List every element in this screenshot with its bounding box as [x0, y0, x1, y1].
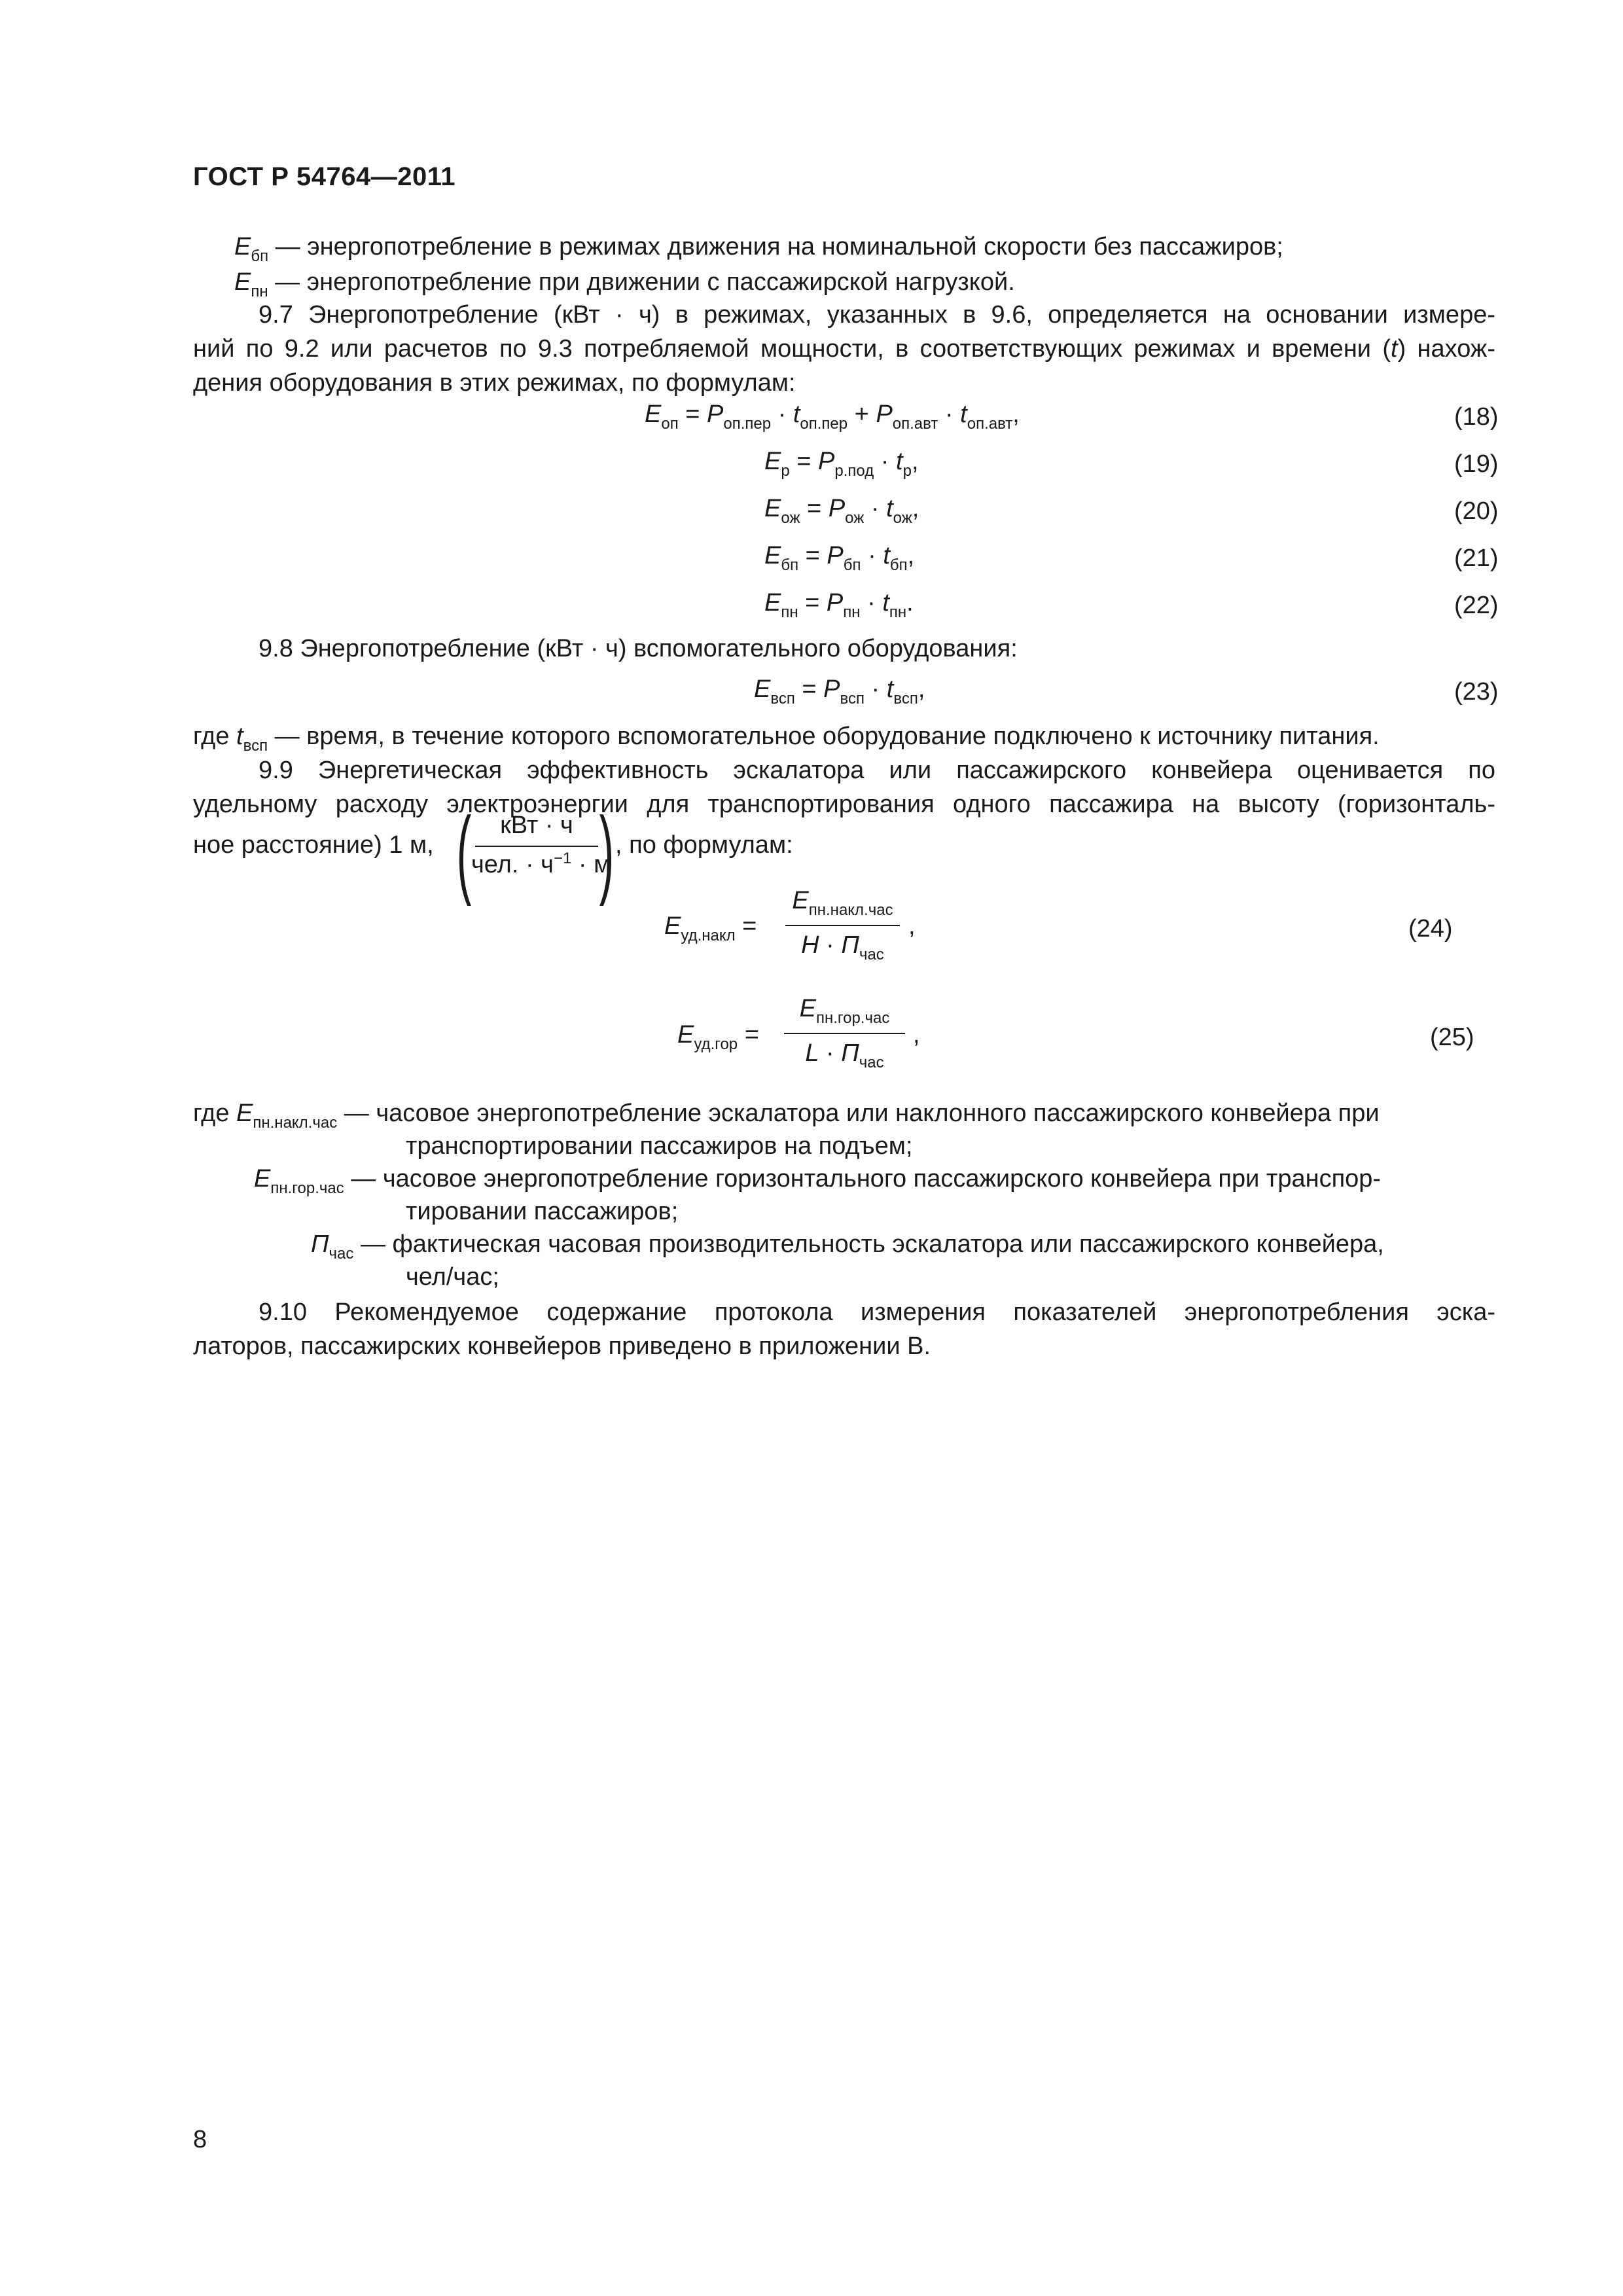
- symbol-e: E: [799, 995, 816, 1022]
- equation-24-fraction: [785, 887, 900, 972]
- subscript: оп: [661, 415, 679, 433]
- paragraph-9-8: 9.8 Энергопотребление (кВт · ч) вспомогательного оборудования:: [259, 635, 1018, 662]
- plus-sign: +: [847, 401, 876, 428]
- equals-sign: =: [800, 495, 829, 522]
- symbol-subscript: бп: [251, 247, 269, 265]
- punctuation: ,: [911, 448, 919, 475]
- unit-numerator: кВт · ч: [500, 812, 573, 839]
- paragraph-9-7-line-1: 9.7 Энергопотребление (кВт · ч) в режимах, указанных в 9.6, определяется на основании измере-: [259, 301, 1495, 329]
- symbol-e: E: [236, 1100, 253, 1127]
- text-segment: · м: [571, 851, 611, 878]
- unit-denominator: [471, 850, 611, 879]
- dot-operator: ·: [819, 931, 842, 959]
- symbol-p: P: [707, 401, 724, 428]
- dot-operator: ·: [938, 401, 961, 428]
- equals-sign: =: [678, 401, 707, 428]
- equation-number-22: (22): [1454, 592, 1499, 619]
- page-number: 8: [193, 2126, 207, 2153]
- equation-number-25: (25): [1430, 1024, 1474, 1051]
- subscript: всп: [893, 690, 918, 708]
- symbol-p: P: [827, 542, 844, 569]
- definition-e-pn-nakl-chas-line-2: транспортировании пассажиров на подъем;: [406, 1132, 913, 1160]
- symbol-e: E: [764, 495, 781, 522]
- symbol-p: П: [841, 931, 859, 959]
- definition-text: — энергопотребление при движении с пассажирской нагрузкой.: [268, 268, 1015, 296]
- subscript: р: [902, 462, 912, 480]
- equals-sign: =: [735, 912, 757, 940]
- dot-operator: ·: [874, 448, 897, 475]
- equals-sign: =: [798, 589, 827, 617]
- subscript: оп.авт: [967, 415, 1013, 433]
- dot-operator: ·: [771, 401, 793, 428]
- equals-sign: =: [798, 542, 827, 569]
- subscript: уд.гор: [694, 1035, 738, 1053]
- equation-number-18: (18): [1454, 403, 1499, 431]
- punctuation: ,: [918, 675, 925, 703]
- subscript: оп.пер: [723, 415, 772, 433]
- symbol-e: E: [234, 268, 251, 296]
- where-word: где: [193, 723, 237, 750]
- paragraph-9-9-line-2: удельному расходу электроэнергии для транспортирования одного пассажира на высоту (горизонталь-: [193, 791, 1495, 818]
- fraction-denominator: [785, 931, 900, 963]
- symbol-p: П: [841, 1039, 859, 1067]
- subscript: уд.накл: [681, 927, 736, 944]
- subscript: бп: [889, 556, 908, 574]
- symbol-l: L: [805, 1039, 819, 1067]
- subscript: р: [781, 462, 790, 480]
- symbol-e: E: [754, 675, 771, 703]
- subscript: р.под: [834, 462, 874, 480]
- equation-18: [645, 401, 1020, 433]
- subscript: пн.накл.час: [808, 901, 893, 919]
- equation-20: [764, 495, 919, 527]
- symbol-p: P: [828, 495, 846, 522]
- subscript: пн: [889, 603, 907, 621]
- symbol-p: P: [818, 448, 835, 475]
- equation-number-21: (21): [1454, 545, 1499, 572]
- definition-text: — часовое энергопотребление горизонтального пассажирского конвейера при транспор-: [344, 1165, 1382, 1193]
- subscript: всп: [770, 690, 795, 708]
- subscript: пн.накл.час: [253, 1114, 338, 1132]
- fraction-denominator: [784, 1039, 905, 1071]
- symbol-e: E: [764, 448, 781, 475]
- dot-operator: ·: [860, 589, 883, 617]
- definition-p-chas-line-2: чел/час;: [406, 1263, 499, 1291]
- paragraph-9-10-line-2: латоров, пассажирских конвейеров приведено в приложении В.: [193, 1333, 931, 1360]
- punctuation: ,: [912, 495, 919, 522]
- symbol-p: P: [823, 675, 840, 703]
- left-parenthesis: (: [456, 797, 472, 906]
- symbol-e: E: [792, 887, 809, 914]
- symbol-t: t: [882, 589, 889, 617]
- definition-text: — время, в течение которого вспомогательное оборудование подключено к источнику питания.: [268, 723, 1380, 750]
- symbol-t: t: [896, 448, 903, 475]
- subscript: ож: [781, 509, 800, 527]
- paragraph-9-9-line-1: 9.9 Энергетическая эффективность эскалатора или пассажирского конвейера оценивается по: [259, 757, 1495, 784]
- superscript: −1: [553, 850, 572, 867]
- symbol-p: P: [826, 589, 844, 617]
- fraction-numerator: [784, 995, 905, 1027]
- definition-e-pn-gor-chas-line-2: тировании пассажиров;: [406, 1198, 679, 1225]
- subscript: час: [859, 1054, 884, 1071]
- equation-25-fraction: [784, 995, 905, 1080]
- document-code-header: ГОСТ Р 54764—2011: [193, 162, 455, 191]
- punctuation: ,: [908, 912, 916, 940]
- subscript: пн.гор.час: [816, 1009, 890, 1027]
- equation-23: [754, 675, 925, 708]
- dot-operator: ·: [864, 495, 887, 522]
- equals-sign: =: [794, 675, 824, 703]
- subscript: пн: [781, 603, 798, 621]
- subscript: пн.гор.час: [270, 1179, 344, 1197]
- paragraph-9-10-line-1: 9.10 Рекомендуемое содержание протокола измерения показателей энергопотребления эска-: [259, 1299, 1495, 1326]
- definition-e-bp: [234, 228, 1283, 266]
- subscript: час: [859, 946, 884, 963]
- definition-text: — часовое энергопотребление эскалатора или наклонного пассажирского конвейера при: [337, 1100, 1380, 1127]
- subscript: всп: [840, 690, 865, 708]
- subscript: час: [329, 1245, 354, 1263]
- definition-text: — фактическая часовая производительность эскалатора или пассажирского конвейера,: [353, 1230, 1384, 1258]
- subscript: оп.авт: [892, 415, 938, 433]
- symbol-e: E: [254, 1165, 271, 1193]
- symbol-e: E: [234, 233, 251, 260]
- symbol-t: t: [886, 675, 894, 703]
- equation-24-end: [908, 912, 916, 941]
- symbol-e: E: [645, 401, 662, 428]
- punctuation: ,: [913, 1021, 920, 1049]
- symbol-p: П: [311, 1230, 329, 1258]
- symbol-subscript: пн: [251, 283, 268, 300]
- equation-22: [764, 589, 914, 621]
- subscript: бп: [781, 556, 799, 574]
- symbol-e: E: [677, 1021, 694, 1049]
- dot-operator: ·: [865, 675, 887, 703]
- symbol-h: H: [801, 931, 819, 959]
- paragraph-9-7-line-3: дения оборудования в этих режимах, по формулам:: [193, 369, 796, 397]
- subscript: оп.пер: [800, 415, 848, 433]
- punctuation: ,: [907, 542, 915, 569]
- subscript: пн: [843, 603, 861, 621]
- paragraph-9-7-line-2: [193, 330, 1495, 368]
- symbol-t: t: [1391, 335, 1398, 363]
- paragraph-9-9-line-3-start: ное расстояние) 1 м,: [193, 831, 434, 859]
- equation-25-lhs: [677, 1021, 759, 1053]
- subscript: ож: [893, 509, 912, 527]
- subscript: бп: [843, 556, 861, 574]
- punctuation: ,: [1012, 401, 1020, 428]
- definition-t-vsp: [193, 717, 1380, 755]
- dot-operator: ·: [819, 1039, 842, 1067]
- equation-number-20: (20): [1454, 497, 1499, 525]
- symbol-t: t: [793, 401, 800, 428]
- unit-fraction: [471, 812, 611, 884]
- fraction-numerator: [785, 887, 900, 919]
- equation-24-lhs: [664, 912, 757, 944]
- fraction-bar: [784, 1033, 905, 1034]
- right-parenthesis: ): [599, 797, 615, 906]
- text-segment: ний по 9.2 или расчетов по 9.3 потребляемой мощности, в соответствующих режимах и времени (: [193, 335, 1391, 363]
- equals-sign: =: [738, 1021, 759, 1049]
- equation-21: [764, 542, 915, 574]
- symbol-t: t: [886, 495, 893, 522]
- text-segment: чел. · ч: [471, 851, 554, 878]
- dot-operator: ·: [861, 542, 883, 569]
- symbol-e: E: [764, 589, 781, 617]
- equation-25-end: [913, 1021, 920, 1049]
- symbol-e: E: [764, 542, 781, 569]
- where-word: где: [193, 1100, 237, 1127]
- text-segment: ) нахож-: [1397, 335, 1495, 363]
- equation-number-19: (19): [1454, 450, 1499, 478]
- symbol-e: E: [664, 912, 681, 940]
- fraction-bar: [475, 846, 598, 847]
- symbol-t: t: [236, 723, 243, 750]
- fraction-bar: [785, 925, 900, 926]
- definition-text: — энергопотребление в режимах движения на номинальной скорости без пассажиров;: [268, 233, 1283, 260]
- symbol-t: t: [960, 401, 967, 428]
- equation-number-23: (23): [1454, 678, 1499, 706]
- subscript: ож: [845, 509, 865, 527]
- equation-19: [764, 448, 919, 480]
- symbol-p: P: [876, 401, 893, 428]
- subscript: всп: [243, 737, 268, 755]
- equation-number-24: (24): [1408, 915, 1453, 942]
- symbol-t: t: [883, 542, 890, 569]
- equals-sign: =: [789, 448, 819, 475]
- punctuation: .: [906, 589, 914, 617]
- paragraph-9-9-line-3-end: , по формулам:: [615, 831, 793, 859]
